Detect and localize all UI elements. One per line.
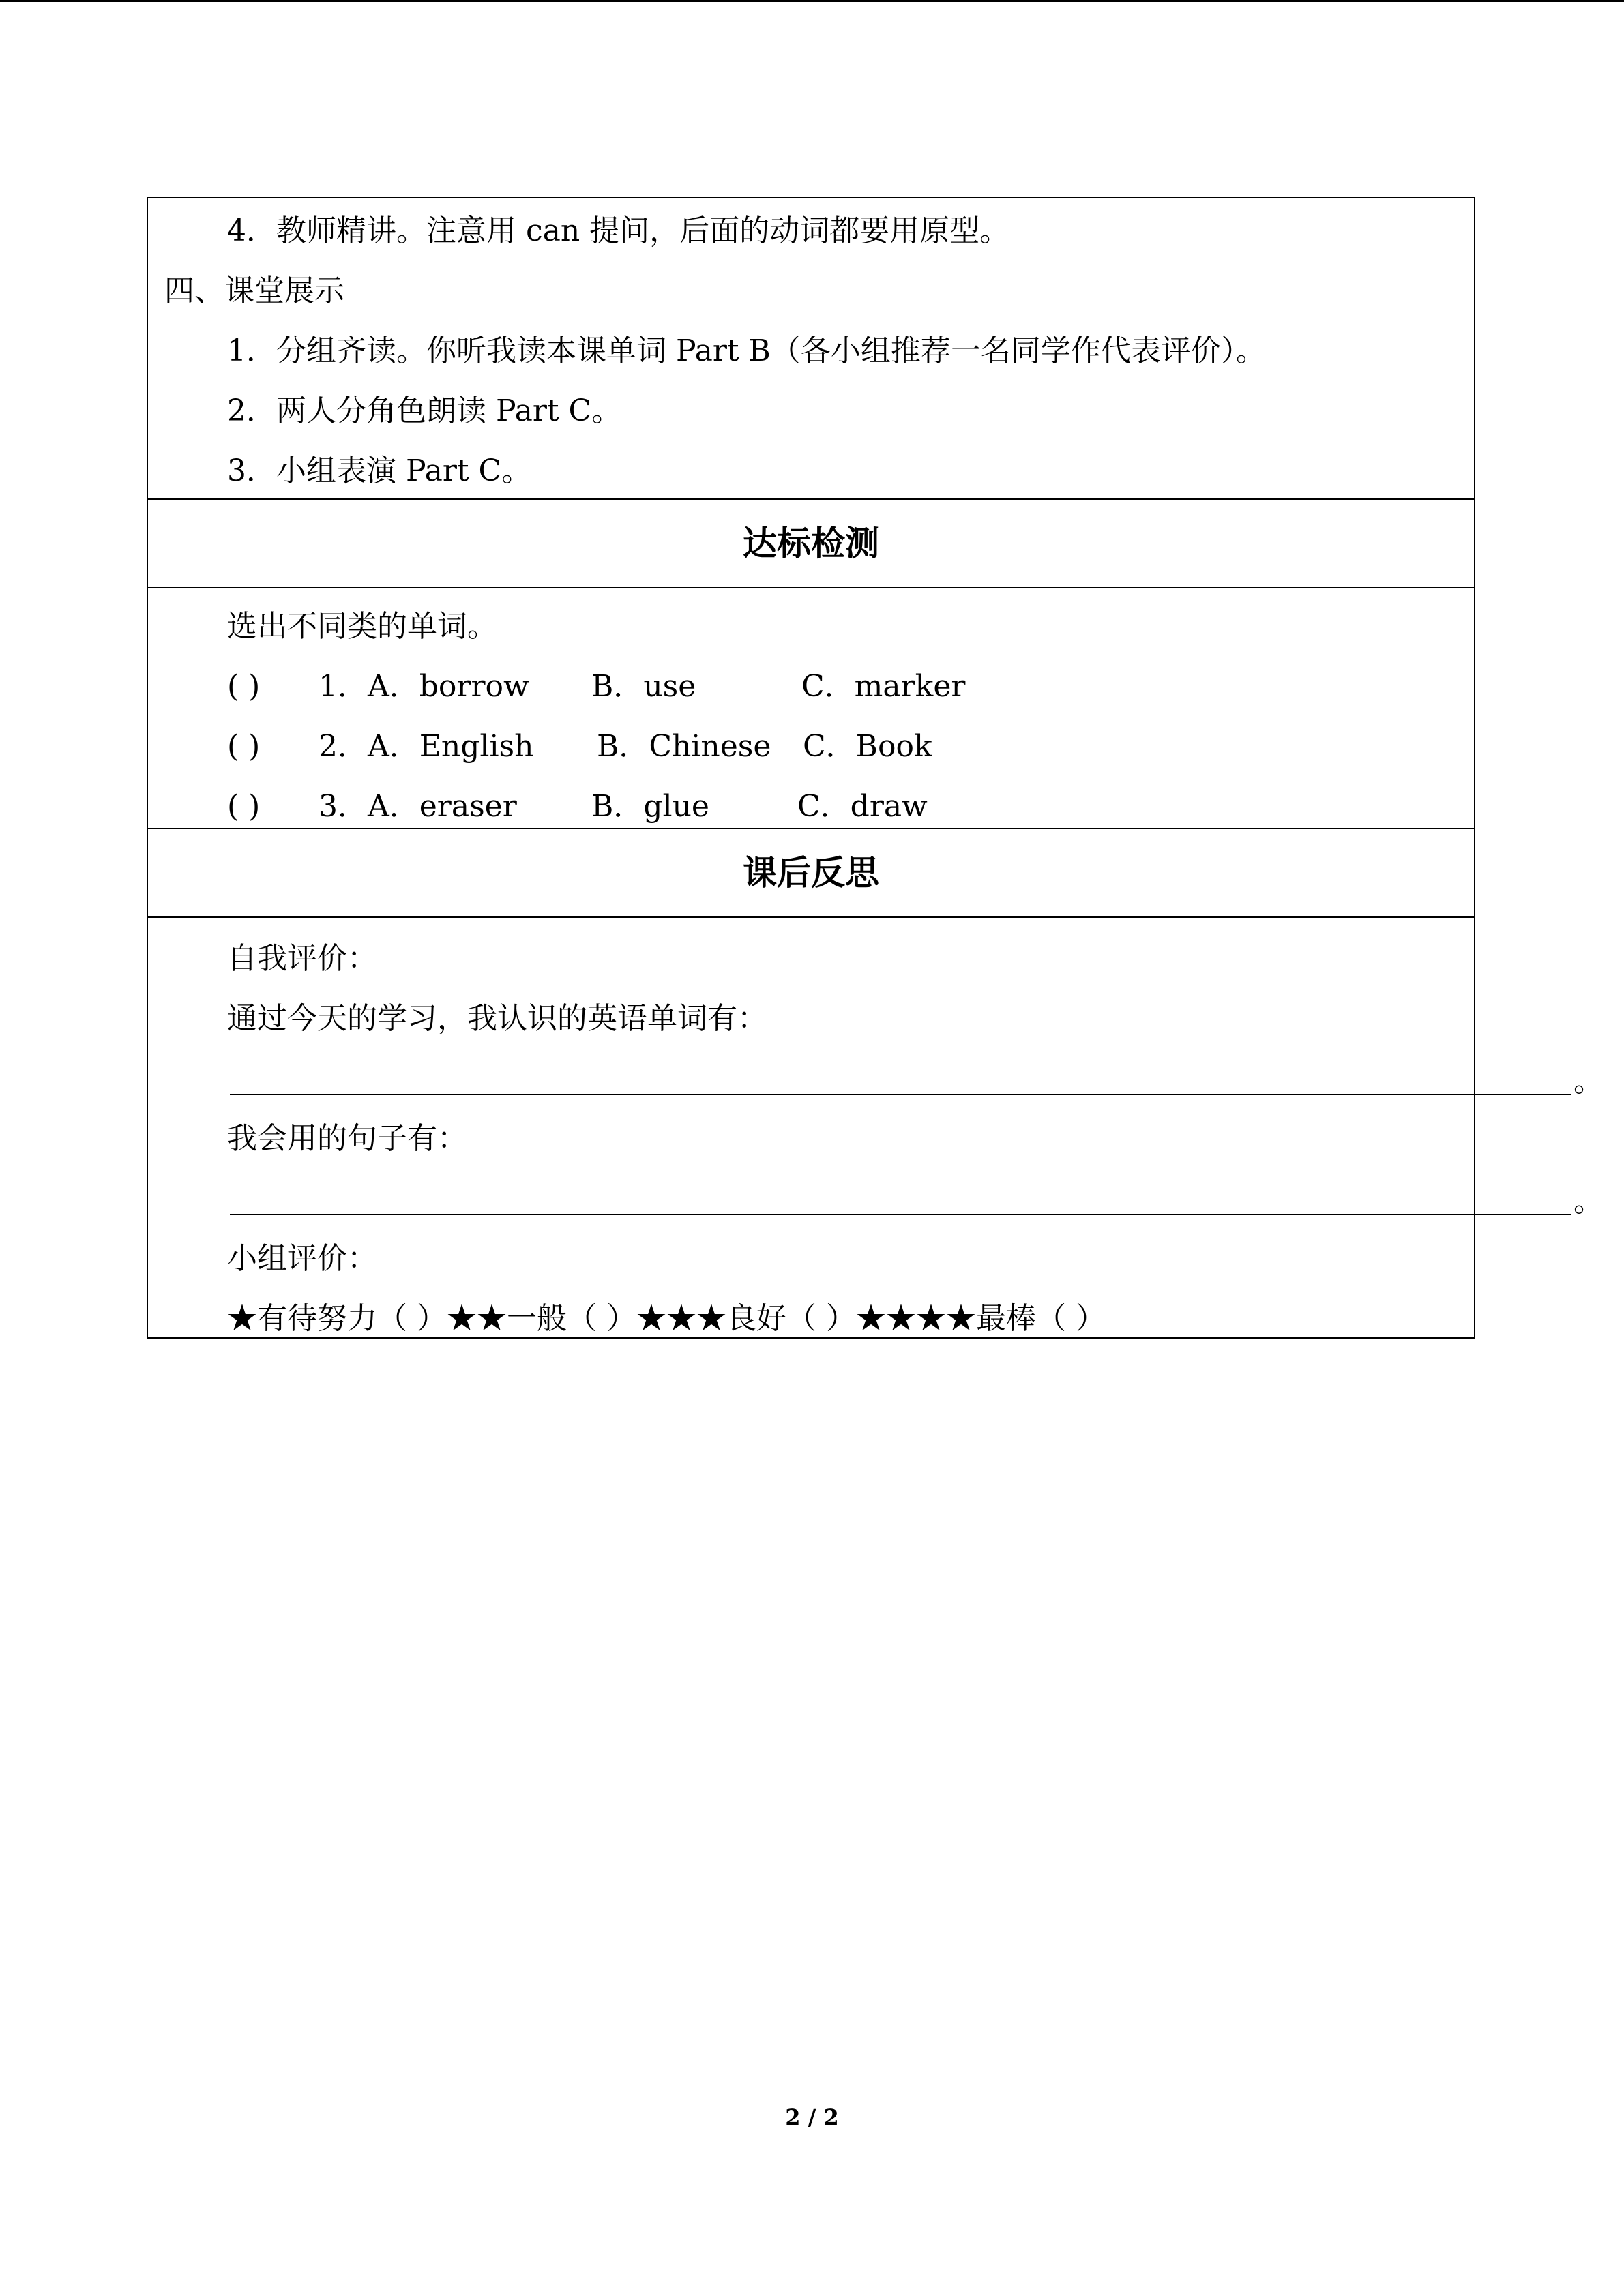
sentences-prompt: 我会用的句子有：	[227, 1121, 467, 1156]
display-item-2: 2．两人分角色朗读 Part C。	[227, 393, 622, 428]
test-heading: 达标检测	[743, 524, 879, 563]
procedure-cell	[147, 197, 1475, 500]
test-content-cell	[147, 587, 1475, 829]
group-eval-label: 小组评价：	[227, 1241, 377, 1276]
reflection-heading: 课后反思	[743, 853, 879, 893]
question-3-paren: ( )	[227, 789, 261, 824]
top-border-line	[0, 0, 1624, 2]
display-item-1: 1．分组齐读。你听我读本课单词 Part B（各小组推荐一名同学作代表评价）。	[227, 333, 1266, 368]
sentences-period: 。	[1574, 1184, 1604, 1219]
page-number: 2 / 2	[785, 2104, 839, 2130]
sentences-answer-line	[230, 1214, 1571, 1215]
words-prompt: 通过今天的学习，我认识的英语单词有：	[227, 1001, 767, 1036]
words-answer-line	[230, 1094, 1571, 1095]
question-3-option-a: 3．A．eraser	[319, 789, 517, 824]
question-2-option-b: B．Chinese	[597, 729, 771, 764]
question-2-option-a: 2．A．English	[319, 729, 534, 764]
step4-text: 4．教师精讲。注意用 can 提问，后面的动词都要用原型。	[227, 213, 1010, 248]
test-heading-cell	[147, 498, 1475, 588]
reflection-content-cell	[147, 916, 1604, 1339]
words-period: 。	[1574, 1064, 1604, 1099]
display-item-3: 3．小组表演 Part C。	[227, 453, 532, 488]
reflection-heading-cell	[147, 828, 1475, 918]
question-1-option-b: B．use	[591, 669, 696, 704]
question-1-option-a: 1．A．borrow	[319, 669, 529, 704]
question-1-paren: ( )	[227, 669, 261, 704]
question-1-option-c: C．marker	[801, 669, 966, 704]
test-instruction: 选出不同类的单词。	[227, 609, 497, 644]
question-3-option-c: C．draw	[797, 789, 928, 824]
question-2-option-c: C．Book	[803, 729, 932, 764]
part4-title: 四、课堂展示	[164, 273, 344, 308]
question-2-paren: ( )	[227, 729, 261, 764]
self-eval-label: 自我评价：	[227, 941, 377, 976]
question-3-option-b: B．glue	[591, 789, 709, 824]
star-rating-scale: ★有待努力（ ）★★一般（ ）★★★良好（ ）★★★★最棒（ ）	[227, 1301, 1106, 1336]
